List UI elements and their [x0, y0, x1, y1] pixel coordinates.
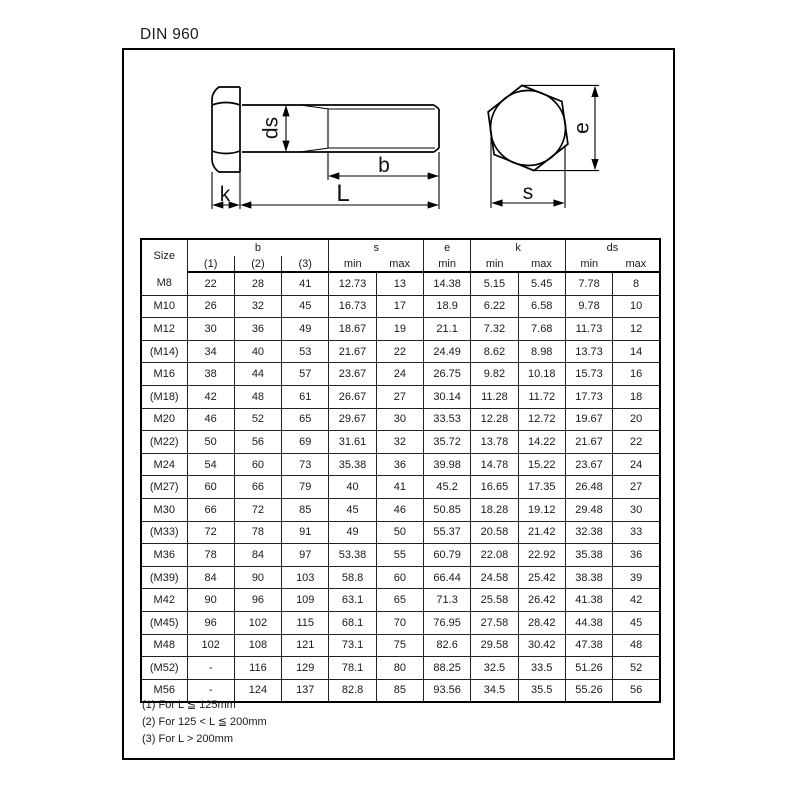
value-cell: 17: [376, 295, 423, 318]
value-cell: 26.48: [565, 476, 612, 499]
value-cell: 13.78: [471, 431, 518, 454]
value-cell: 42: [187, 385, 234, 408]
value-cell: 5.45: [518, 272, 565, 295]
value-cell: 84: [187, 566, 234, 589]
sub-header-s-min: min: [329, 256, 376, 272]
size-cell: M48: [141, 634, 187, 657]
value-cell: 116: [234, 657, 281, 680]
value-cell: 49: [282, 318, 329, 341]
size-cell: (M22): [141, 431, 187, 454]
value-cell: 5.15: [471, 272, 518, 295]
value-cell: 36: [613, 544, 660, 567]
sub-header-e-min: min: [423, 256, 470, 272]
value-cell: 25.58: [471, 589, 518, 612]
page-title: DIN 960: [140, 26, 199, 43]
bolt-technical-drawing: [122, 51, 675, 256]
value-cell: 8.62: [471, 340, 518, 363]
value-cell: 39.98: [423, 453, 470, 476]
value-cell: 45: [282, 295, 329, 318]
value-cell: 53.38: [329, 544, 376, 567]
value-cell: 14.22: [518, 431, 565, 454]
value-cell: 27: [376, 385, 423, 408]
value-cell: 30: [187, 318, 234, 341]
footnote-3: (3) For L > 200mm: [142, 733, 233, 745]
value-cell: 73: [282, 453, 329, 476]
value-cell: 60: [187, 476, 234, 499]
spec-table: [140, 238, 661, 703]
value-cell: 78.1: [329, 657, 376, 680]
value-cell: 40: [234, 340, 281, 363]
value-cell: 50: [187, 431, 234, 454]
value-cell: 32: [376, 431, 423, 454]
value-cell: 35.38: [329, 453, 376, 476]
value-cell: 66.44: [423, 566, 470, 589]
value-cell: 22.92: [518, 544, 565, 567]
value-cell: 10.18: [518, 363, 565, 386]
value-cell: 19: [376, 318, 423, 341]
size-cell: M56: [141, 679, 187, 702]
value-cell: -: [187, 679, 234, 702]
value-cell: 33.5: [518, 657, 565, 680]
col-group-e: e: [423, 239, 470, 256]
value-cell: 90: [234, 566, 281, 589]
value-cell: 32: [234, 295, 281, 318]
value-cell: 54: [187, 453, 234, 476]
value-cell: 52: [613, 657, 660, 680]
value-cell: 12.72: [518, 408, 565, 431]
value-cell: 58.8: [329, 566, 376, 589]
ds-dimension-label: ds: [259, 116, 283, 140]
size-cell: M30: [141, 498, 187, 521]
size-cell: (M33): [141, 521, 187, 544]
value-cell: 66: [234, 476, 281, 499]
value-cell: 46: [376, 498, 423, 521]
sub-header-k-min: min: [471, 256, 518, 272]
value-cell: 16: [613, 363, 660, 386]
footnotes: [142, 697, 267, 748]
value-cell: 84: [234, 544, 281, 567]
value-cell: 24: [613, 453, 660, 476]
value-cell: -: [187, 657, 234, 680]
value-cell: 73.1: [329, 634, 376, 657]
value-cell: 115: [282, 611, 329, 634]
sub-header-b1: (1): [187, 256, 234, 272]
value-cell: 24.58: [471, 566, 518, 589]
s-dimension-label: s: [522, 181, 534, 204]
value-cell: 42: [613, 589, 660, 612]
bolt-side-view: [212, 87, 439, 209]
value-cell: 53: [282, 340, 329, 363]
value-cell: 70: [376, 611, 423, 634]
table-row: [141, 385, 660, 408]
value-cell: 17.35: [518, 476, 565, 499]
value-cell: 11.72: [518, 385, 565, 408]
value-cell: 65: [376, 589, 423, 612]
value-cell: 49: [329, 521, 376, 544]
value-cell: 44: [234, 363, 281, 386]
value-cell: 22: [187, 272, 234, 295]
spec-table-header: [141, 239, 660, 272]
value-cell: 15.73: [565, 363, 612, 386]
value-cell: 16.65: [471, 476, 518, 499]
value-cell: 9.78: [565, 295, 612, 318]
value-cell: 56: [613, 679, 660, 702]
value-cell: 13: [376, 272, 423, 295]
value-cell: 93.56: [423, 679, 470, 702]
sub-header-ds-min: min: [565, 256, 612, 272]
value-cell: 97: [282, 544, 329, 567]
value-cell: 8.98: [518, 340, 565, 363]
table-row: [141, 453, 660, 476]
value-cell: 48: [234, 385, 281, 408]
table-row: [141, 589, 660, 612]
value-cell: 18.67: [329, 318, 376, 341]
value-cell: 90: [187, 589, 234, 612]
value-cell: 29.58: [471, 634, 518, 657]
table-row: [141, 272, 660, 295]
value-cell: 25.42: [518, 566, 565, 589]
size-cell: M24: [141, 453, 187, 476]
value-cell: 20: [613, 408, 660, 431]
value-cell: 60: [234, 453, 281, 476]
value-cell: 68.1: [329, 611, 376, 634]
table-row: [141, 498, 660, 521]
value-cell: 26.42: [518, 589, 565, 612]
value-cell: 29.48: [565, 498, 612, 521]
value-cell: 69: [282, 431, 329, 454]
value-cell: 21.1: [423, 318, 470, 341]
value-cell: 21.67: [565, 431, 612, 454]
value-cell: 38: [187, 363, 234, 386]
value-cell: 124: [234, 679, 281, 702]
value-cell: 60: [376, 566, 423, 589]
value-cell: 96: [187, 611, 234, 634]
value-cell: 34.5: [471, 679, 518, 702]
value-cell: 40: [329, 476, 376, 499]
col-group-k: k: [471, 239, 566, 256]
value-cell: 26: [187, 295, 234, 318]
value-cell: 51.26: [565, 657, 612, 680]
value-cell: 66: [187, 498, 234, 521]
value-cell: 22: [376, 340, 423, 363]
value-cell: 76.95: [423, 611, 470, 634]
value-cell: 88.25: [423, 657, 470, 680]
value-cell: 26.75: [423, 363, 470, 386]
value-cell: 45.2: [423, 476, 470, 499]
value-cell: 55: [376, 544, 423, 567]
size-cell: M42: [141, 589, 187, 612]
inscribed-circle: [491, 91, 566, 166]
value-cell: 44.38: [565, 611, 612, 634]
value-cell: 79: [282, 476, 329, 499]
value-cell: 32.38: [565, 521, 612, 544]
value-cell: 12: [613, 318, 660, 341]
hex-head-facet-upper: [212, 103, 240, 106]
value-cell: 24: [376, 363, 423, 386]
value-cell: 15.22: [518, 453, 565, 476]
sub-header-s-max: max: [376, 256, 423, 272]
value-cell: 78: [187, 544, 234, 567]
size-cell: M16: [141, 363, 187, 386]
value-cell: 45: [329, 498, 376, 521]
value-cell: 103: [282, 566, 329, 589]
footnote-1: (1) For L ≦ 125mm: [142, 699, 236, 711]
table-row: [141, 657, 660, 680]
sub-header-b2: (2): [234, 256, 281, 272]
value-cell: 52: [234, 408, 281, 431]
value-cell: 33: [613, 521, 660, 544]
value-cell: 41: [282, 272, 329, 295]
size-cell: (M45): [141, 611, 187, 634]
size-cell: (M39): [141, 566, 187, 589]
hex-head-outline: [212, 87, 240, 172]
value-cell: 63.1: [329, 589, 376, 612]
value-cell: 75: [376, 634, 423, 657]
value-cell: 60.79: [423, 544, 470, 567]
value-cell: 82.8: [329, 679, 376, 702]
col-group-ds: ds: [565, 239, 660, 256]
col-group-s: s: [329, 239, 424, 256]
value-cell: 82.6: [423, 634, 470, 657]
value-cell: 91: [282, 521, 329, 544]
value-cell: 20.58: [471, 521, 518, 544]
value-cell: 17.73: [565, 385, 612, 408]
value-cell: 121: [282, 634, 329, 657]
value-cell: 35.38: [565, 544, 612, 567]
sub-header-ds-max: max: [613, 256, 660, 272]
value-cell: 61: [282, 385, 329, 408]
value-cell: 45: [613, 611, 660, 634]
value-cell: 23.67: [565, 453, 612, 476]
value-cell: 7.68: [518, 318, 565, 341]
size-cell: (M52): [141, 657, 187, 680]
value-cell: 18.9: [423, 295, 470, 318]
value-cell: 57: [282, 363, 329, 386]
value-cell: 48: [613, 634, 660, 657]
value-cell: 72: [187, 521, 234, 544]
col-header-size: Size: [141, 239, 187, 272]
l-dimension-label: L: [336, 180, 350, 207]
table-row: [141, 521, 660, 544]
table-row: [141, 431, 660, 454]
sub-header-k-max: max: [518, 256, 565, 272]
value-cell: 85: [282, 498, 329, 521]
value-cell: 96: [234, 589, 281, 612]
value-cell: 36: [376, 453, 423, 476]
value-cell: 31.61: [329, 431, 376, 454]
value-cell: 47.38: [565, 634, 612, 657]
size-cell: (M18): [141, 385, 187, 408]
hex-head-facet-lower: [212, 151, 240, 154]
hexagon-outline: [488, 85, 568, 170]
value-cell: 65: [282, 408, 329, 431]
table-row: [141, 566, 660, 589]
table-row: [141, 634, 660, 657]
value-cell: 26.67: [329, 385, 376, 408]
size-cell: M12: [141, 318, 187, 341]
table-row: [141, 340, 660, 363]
value-cell: 85: [376, 679, 423, 702]
value-cell: 6.22: [471, 295, 518, 318]
value-cell: 35.72: [423, 431, 470, 454]
value-cell: 8: [613, 272, 660, 295]
value-cell: 39: [613, 566, 660, 589]
value-cell: 50.85: [423, 498, 470, 521]
value-cell: 55.26: [565, 679, 612, 702]
end-chamfer-top: [434, 105, 439, 109]
size-cell: (M14): [141, 340, 187, 363]
value-cell: 12.28: [471, 408, 518, 431]
value-cell: 12.73: [329, 272, 376, 295]
value-cell: 129: [282, 657, 329, 680]
end-chamfer-bottom: [434, 148, 439, 152]
value-cell: 18: [613, 385, 660, 408]
size-cell: M36: [141, 544, 187, 567]
value-cell: 30.14: [423, 385, 470, 408]
value-cell: 56: [234, 431, 281, 454]
value-cell: 71.3: [423, 589, 470, 612]
value-cell: 33.53: [423, 408, 470, 431]
k-dimension-label: k: [219, 183, 231, 206]
value-cell: 19.12: [518, 498, 565, 521]
value-cell: 32.5: [471, 657, 518, 680]
value-cell: 35.5: [518, 679, 565, 702]
table-row: [141, 295, 660, 318]
value-cell: 14: [613, 340, 660, 363]
size-cell: M20: [141, 408, 187, 431]
value-cell: 23.67: [329, 363, 376, 386]
size-cell: (M27): [141, 476, 187, 499]
table-row: [141, 544, 660, 567]
table-row: [141, 363, 660, 386]
footnote-2: (2) For 125 < L ≦ 200mm: [142, 716, 267, 728]
value-cell: 27.58: [471, 611, 518, 634]
value-cell: 28: [234, 272, 281, 295]
value-cell: 18.28: [471, 498, 518, 521]
value-cell: 30: [613, 498, 660, 521]
table-row: [141, 611, 660, 634]
value-cell: 30.42: [518, 634, 565, 657]
value-cell: 102: [187, 634, 234, 657]
value-cell: 36: [234, 318, 281, 341]
value-cell: 9.82: [471, 363, 518, 386]
value-cell: 55.37: [423, 521, 470, 544]
value-cell: 30: [376, 408, 423, 431]
value-cell: 28.42: [518, 611, 565, 634]
value-cell: 19.67: [565, 408, 612, 431]
value-cell: 11.28: [471, 385, 518, 408]
value-cell: 21.67: [329, 340, 376, 363]
value-cell: 7.32: [471, 318, 518, 341]
value-cell: 80: [376, 657, 423, 680]
value-cell: 27: [613, 476, 660, 499]
value-cell: 10: [613, 295, 660, 318]
value-cell: 46: [187, 408, 234, 431]
value-cell: 34: [187, 340, 234, 363]
sub-header-b3: (3): [282, 256, 329, 272]
size-cell: M8: [141, 272, 187, 295]
value-cell: 137: [282, 679, 329, 702]
value-cell: 29.67: [329, 408, 376, 431]
spec-table-body: [141, 272, 660, 702]
value-cell: 41: [376, 476, 423, 499]
value-cell: 50: [376, 521, 423, 544]
value-cell: 14.38: [423, 272, 470, 295]
value-cell: 22.08: [471, 544, 518, 567]
b-dimension-label: b: [378, 154, 390, 177]
value-cell: 22: [613, 431, 660, 454]
value-cell: 6.58: [518, 295, 565, 318]
col-group-b: b: [187, 239, 329, 256]
value-cell: 78: [234, 521, 281, 544]
value-cell: 102: [234, 611, 281, 634]
table-row: [141, 318, 660, 341]
value-cell: 16.73: [329, 295, 376, 318]
value-cell: 108: [234, 634, 281, 657]
e-dimension-label: e: [570, 122, 594, 134]
value-cell: 13.73: [565, 340, 612, 363]
bolt-end-view: [488, 85, 599, 208]
value-cell: 38.38: [565, 566, 612, 589]
value-cell: 72: [234, 498, 281, 521]
table-row: [141, 408, 660, 431]
value-cell: 14.78: [471, 453, 518, 476]
table-row: [141, 476, 660, 499]
value-cell: 7.78: [565, 272, 612, 295]
size-cell: M10: [141, 295, 187, 318]
value-cell: 41.38: [565, 589, 612, 612]
value-cell: 24.49: [423, 340, 470, 363]
value-cell: 21.42: [518, 521, 565, 544]
value-cell: 11.73: [565, 318, 612, 341]
value-cell: 109: [282, 589, 329, 612]
